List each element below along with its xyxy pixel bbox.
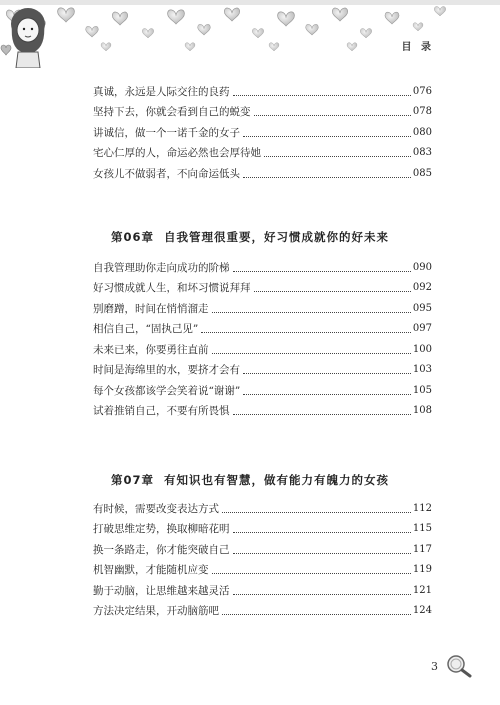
chapter-07-heading[interactable]	[0, 472, 500, 488]
dot-leader	[233, 413, 411, 415]
toc-entry-page: 097	[412, 323, 432, 334]
toc-entry-title: 试着推销自己，不要有所畏惧	[93, 405, 230, 417]
dot-leader	[233, 531, 411, 533]
chapter-title: 自我管理很重要，好习惯成就你的好未来	[164, 230, 389, 244]
header-title: 目 录	[401, 42, 434, 53]
toc-entry[interactable]	[93, 398, 432, 419]
dot-leader	[233, 270, 411, 272]
toc-entry[interactable]	[93, 516, 432, 537]
page-header	[0, 0, 500, 70]
toc-entry[interactable]	[93, 598, 432, 619]
toc-entry-page: 085	[412, 167, 432, 179]
dot-leader	[233, 94, 411, 96]
toc-entry[interactable]	[93, 295, 432, 316]
toc-entry-title: 时间是海绵里的水，要挤才会有	[93, 364, 240, 376]
toc-entry-page: 121	[412, 584, 432, 596]
toc-entry-title: 换一条路走，你才能突破自己	[93, 543, 230, 556]
toc-entry-page: 103	[412, 364, 432, 375]
dot-leader	[212, 311, 411, 313]
toc-group-3	[93, 495, 432, 618]
toc-entry-title: 真诚，永远是人际交往的良药	[93, 85, 230, 98]
toc-entry-title: 讲诚信，做一个一诺千金的女子	[93, 126, 240, 139]
dot-leader	[254, 290, 411, 292]
dot-leader	[243, 393, 411, 395]
dot-leader	[233, 552, 411, 554]
dot-leader	[201, 331, 411, 333]
toc-group-1	[93, 78, 432, 181]
chapter-06-heading[interactable]	[0, 229, 500, 245]
toc-entry-title: 宅心仁厚的人，命运必然也会厚待她	[93, 147, 261, 159]
dot-leader	[243, 135, 411, 137]
chapter-number: 第07章	[110, 473, 154, 487]
toc-entry[interactable]	[93, 140, 432, 161]
toc-entry-page: 083	[412, 147, 432, 158]
toc-group-2	[93, 254, 432, 418]
toc-entry-page: 095	[412, 302, 432, 314]
toc-entry-page: 092	[412, 282, 432, 293]
dot-leader	[222, 613, 411, 615]
toc-entry-page: 076	[412, 85, 432, 97]
toc-entry[interactable]	[93, 99, 432, 120]
toc-entry-title: 别磨蹭，时间在悄悄溜走	[93, 302, 209, 315]
toc-entry-page: 108	[412, 405, 432, 416]
dot-leader	[212, 352, 411, 354]
toc-entry-page: 078	[412, 106, 432, 117]
girl-illustration-icon	[0, 0, 52, 68]
toc-entry[interactable]	[93, 495, 432, 516]
chapter-number: 第06章	[110, 230, 154, 244]
toc-entry-title: 勤于动脑，让思维越来越灵活	[93, 584, 230, 597]
toc-entry[interactable]	[93, 119, 432, 140]
toc-entry[interactable]	[93, 377, 432, 398]
toc-entry-page: 100	[412, 343, 432, 355]
toc-entry[interactable]	[93, 336, 432, 357]
page-number: 3	[431, 660, 438, 673]
toc-entry[interactable]	[93, 275, 432, 296]
toc-entry-title: 每个女孩都该学会笑着说“谢谢”	[93, 384, 241, 397]
toc-entry[interactable]	[93, 78, 432, 99]
toc-entry-page: 124	[412, 605, 432, 616]
toc-entry-title: 打破思维定势，换取柳暗花明	[93, 523, 230, 535]
toc-entry[interactable]	[93, 577, 432, 598]
toc-entry-title: 自我管理助你走向成功的阶梯	[93, 261, 230, 274]
toc-entry-title: 女孩儿不做弱者，不向命运低头	[93, 167, 240, 180]
toc-entry-page: 080	[412, 126, 432, 138]
toc-entry[interactable]	[93, 357, 432, 378]
toc-entry-page: 119	[412, 564, 432, 575]
toc-entry[interactable]	[93, 316, 432, 337]
toc-entry-title: 坚持下去，你就会看到自己的蜕变	[93, 106, 251, 118]
toc-entry-title: 机智幽默，才能随机应变	[93, 564, 209, 576]
dot-leader	[233, 593, 411, 595]
toc-entry-title: 方法决定结果，开动脑筋吧	[93, 605, 219, 617]
dot-leader	[243, 176, 411, 178]
toc-entry-page: 117	[412, 543, 432, 555]
toc-entry-title: 未来已来，你要勇往直前	[93, 343, 209, 356]
dot-leader	[222, 511, 411, 513]
dot-leader	[264, 155, 411, 157]
chapter-title: 有知识也有智慧，做有能力有魄力的女孩	[164, 473, 389, 487]
toc-entry-title: 有时候，需要改变表达方式	[93, 502, 219, 515]
toc-entry[interactable]	[93, 557, 432, 578]
dot-leader	[212, 572, 411, 574]
toc-entry[interactable]	[93, 254, 432, 275]
toc-entry-title: 相信自己，“固执己见”	[93, 323, 199, 335]
toc-entry-page: 115	[412, 523, 432, 534]
toc-entry-title: 好习惯成就人生，和坏习惯说拜拜	[93, 282, 251, 294]
toc-entry-page: 105	[412, 384, 432, 396]
dot-leader	[243, 372, 411, 374]
toc-entry-page: 112	[412, 502, 432, 514]
hearts-decoration	[0, 0, 500, 70]
toc-entry[interactable]	[93, 536, 432, 557]
toc-entry-page: 090	[412, 261, 432, 273]
magnifier-icon	[445, 654, 473, 678]
dot-leader	[254, 114, 411, 116]
toc-entry[interactable]	[93, 160, 432, 181]
